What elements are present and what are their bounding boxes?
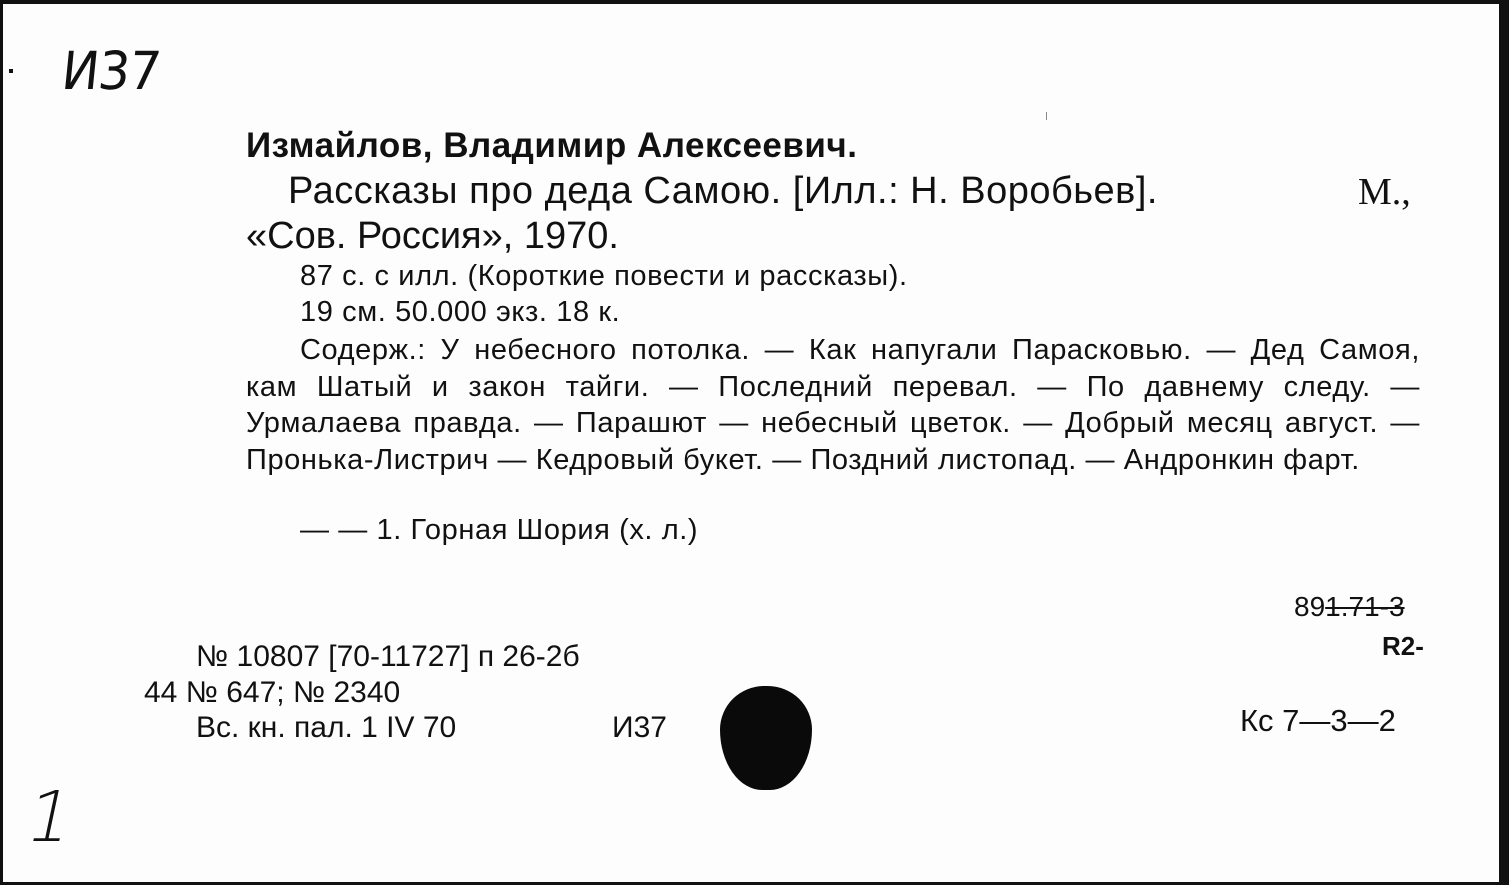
copies-line: 44 № 647; № 2340 [144,676,401,709]
pagination-series: 87 с. с илл. (Короткие повести и рассказы). [300,260,908,292]
record-number-line: № 10807 [70-11727] п 26-2б [196,640,580,673]
book-chamber-line: Вс. кн. пал. 1 IV 70 [196,711,457,744]
publication-place: М., [1358,171,1411,213]
subject-heading: — — 1. Горная Шория (х. л.) [300,514,699,546]
publisher-year: «Сов. Россия», 1970. [246,215,619,257]
handwritten-call-number: И37 [58,40,164,102]
size-print-run-price: 19 см. 50.000 экз. 18 к. [300,296,621,328]
margin-dot [9,69,13,73]
classification-code [1294,591,1405,623]
book-title: Рассказы про деда Самою. [Илл.: Н. Воробьев]. [288,170,1158,212]
card-border-top [0,0,1509,4]
handwritten-copy-mark: 1 [19,776,82,858]
card-border-left [0,0,3,885]
author-heading: Измайлов, Владимир Алексеевич. [246,126,858,165]
punch-hole [720,686,812,790]
print-tick-mark [1046,112,1047,120]
classification-code-prefix: 89 [1294,591,1326,622]
classification-code-2: R2- [1382,631,1424,661]
author-mark: Кс 7—3—2 [1240,703,1396,738]
contents-note: Содерж.: У небесного потолка. — Как напугали Парасковью. — Дед Самоя, кам Шатый и закон тайги. — Последний перевал. — По давнему следу. — Урмалаева правда. — Парашют — небесный цветок. — Добрый месяц август. — Пронька-Листрич — Кедровый букет. — Поздний листопад. — Андронкин фарт. [246,334,1420,476]
card-border-right [1499,0,1509,885]
printed-call-number: И37 [612,711,667,744]
classification-code-struck: 1.71-3 [1325,591,1405,622]
